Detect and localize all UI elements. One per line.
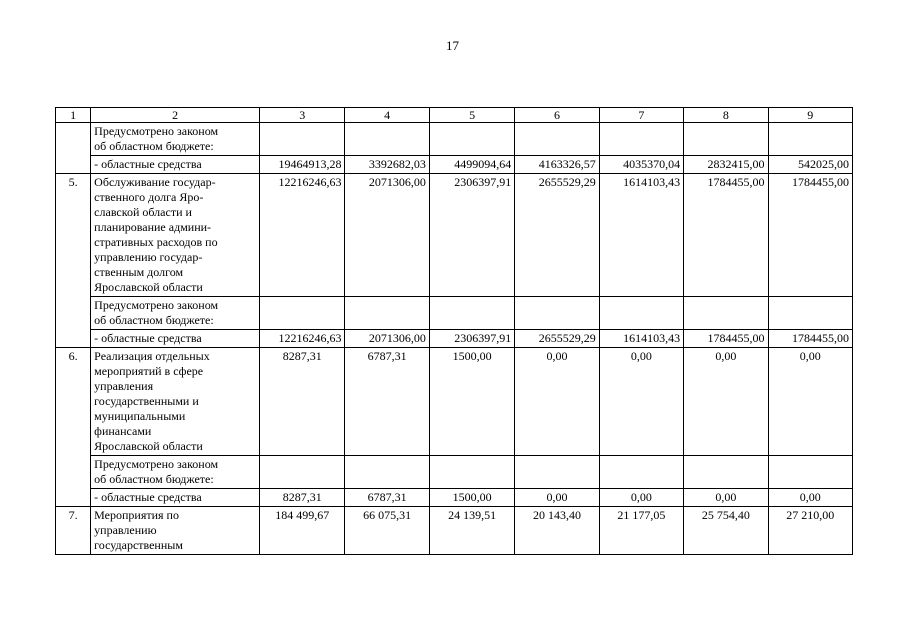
budget-table [55, 107, 853, 555]
provided-by-law-cell [91, 123, 260, 156]
value-cell: 2306397,91 [429, 174, 514, 297]
value-cell: 3392682,03 [345, 156, 429, 174]
description-line: управления [94, 379, 154, 393]
row-index: 7. [56, 507, 91, 555]
table-row [56, 297, 853, 330]
provided-line: об областном бюджете: [94, 472, 214, 486]
provided-line: об областном бюджете: [94, 139, 214, 153]
regional-funds-label: - областные средства [91, 489, 260, 507]
table-row [56, 348, 853, 456]
description-line: ственного долга Яро- [94, 190, 204, 204]
value-cell: 542025,00 [768, 156, 852, 174]
value-cell: 6787,31 [345, 348, 429, 456]
value-cell: 0,00 [684, 489, 768, 507]
value-cell: 0,00 [768, 489, 852, 507]
value-cell: 1614103,43 [599, 330, 683, 348]
value-cell: 8287,31 [260, 348, 345, 456]
value-cell: 0,00 [684, 348, 768, 456]
value-cell: 24 139,51 [429, 507, 514, 555]
value-cell: 12216246,63 [260, 174, 345, 297]
regional-funds-label: - областные средства [91, 156, 260, 174]
table-row [56, 330, 853, 348]
header-cell: 8 [684, 108, 768, 123]
value-cell: 2655529,29 [515, 174, 599, 297]
value-cell: 4035370,04 [599, 156, 683, 174]
value-cell: 20 143,40 [515, 507, 599, 555]
description-line: мероприятий в сфере [94, 364, 204, 378]
value-cell: 0,00 [515, 489, 599, 507]
provided-line: Предусмотрено законом [94, 298, 219, 312]
description-line: управлению [94, 523, 157, 537]
value-cell: 4499094,64 [429, 156, 514, 174]
provided-line: об областном бюджете: [94, 313, 214, 327]
header-cell: 7 [599, 108, 683, 123]
value-cell: 0,00 [599, 348, 683, 456]
item-description [91, 507, 260, 555]
table-row [56, 489, 853, 507]
value-cell: 8287,31 [260, 489, 345, 507]
value-cell: 2655529,29 [515, 330, 599, 348]
provided-line: Предусмотрено законом [94, 457, 219, 471]
description-line: финансами [94, 424, 152, 438]
description-line: муниципальными [94, 409, 186, 423]
header-cell: 3 [260, 108, 345, 123]
value-cell: 19464913,28 [260, 156, 345, 174]
value-cell: 6787,31 [345, 489, 429, 507]
header-row [56, 108, 853, 123]
value-cell: 2306397,91 [429, 330, 514, 348]
value-cell: 1784455,00 [768, 330, 852, 348]
description-line: планирование админи- [94, 220, 212, 234]
header-cell: 9 [768, 108, 852, 123]
provided-line: Предусмотрено законом [94, 124, 219, 138]
regional-funds-label: - областные средства [91, 330, 260, 348]
value-cell: 12216246,63 [260, 330, 345, 348]
item-description [91, 348, 260, 456]
row-index [56, 123, 91, 174]
value-cell: 27 210,00 [768, 507, 852, 555]
row-index: 5. [56, 174, 91, 348]
item-description [91, 174, 260, 297]
description-line: Обслуживание государ- [94, 175, 216, 189]
description-line: Ярославской области [94, 280, 203, 294]
value-cell: 1500,00 [429, 348, 514, 456]
value-cell: 2071306,00 [345, 174, 429, 297]
value-cell: 1784455,00 [684, 174, 768, 297]
description-line: ственным долгом [94, 265, 184, 279]
header-cell: 4 [345, 108, 429, 123]
description-line: управлению государ- [94, 250, 203, 264]
value-cell: 0,00 [515, 348, 599, 456]
header-cell: 1 [56, 108, 91, 123]
header-cell: 5 [429, 108, 514, 123]
description-line: славской области и [94, 205, 192, 219]
description-line: Реализация отдельных [94, 349, 210, 363]
page-number: 17 [446, 38, 459, 53]
value-cell: 1784455,00 [684, 330, 768, 348]
provided-by-law-cell [91, 456, 260, 489]
description-line: государственным [94, 538, 183, 552]
provided-by-law-cell [91, 297, 260, 330]
value-cell: 1500,00 [429, 489, 514, 507]
table-row [56, 156, 853, 174]
table-row [56, 456, 853, 489]
description-line: государственными и [94, 394, 199, 408]
value-cell: 4163326,57 [515, 156, 599, 174]
row-index: 6. [56, 348, 91, 507]
description-line: стративных расходов по [94, 235, 218, 249]
value-cell: 2071306,00 [345, 330, 429, 348]
description-line: Мероприятия по [94, 508, 179, 522]
value-cell: 1784455,00 [768, 174, 852, 297]
header-cell: 6 [515, 108, 599, 123]
header-cell: 2 [91, 108, 260, 123]
table-row [56, 123, 853, 156]
table-row [56, 507, 853, 555]
value-cell: 2832415,00 [684, 156, 768, 174]
value-cell: 1614103,43 [599, 174, 683, 297]
value-cell: 184 499,67 [260, 507, 345, 555]
description-line: Ярославской области [94, 439, 203, 453]
value-cell: 0,00 [768, 348, 852, 456]
value-cell: 0,00 [599, 489, 683, 507]
value-cell: 25 754,40 [684, 507, 768, 555]
table-row [56, 174, 853, 297]
value-cell: 21 177,05 [599, 507, 683, 555]
value-cell: 66 075,31 [345, 507, 429, 555]
